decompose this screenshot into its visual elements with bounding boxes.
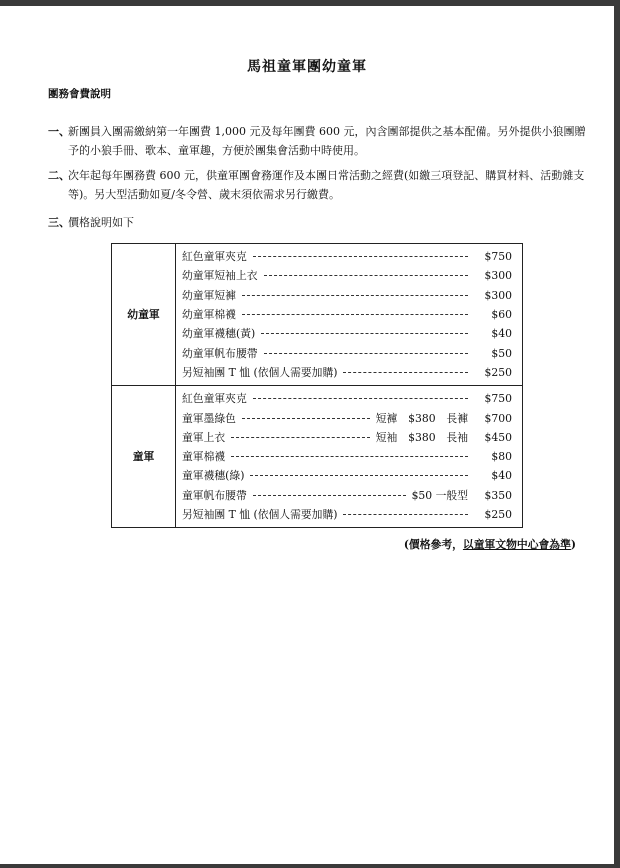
leader-dashes	[343, 372, 468, 373]
item-price: $350	[484, 488, 512, 502]
leader-dashes	[253, 495, 406, 496]
group-label: 童軍	[112, 386, 176, 528]
price-footnote	[404, 537, 576, 552]
item-price: $750	[484, 392, 512, 406]
leader-dashes	[264, 275, 468, 276]
item-price: $300	[484, 269, 512, 283]
leader-dashes	[242, 418, 370, 419]
page-title: 馬祖童軍團幼童軍	[247, 59, 367, 75]
paragraph-1	[48, 122, 593, 160]
item-price: $60	[491, 308, 512, 322]
paragraph-number: 一、	[48, 125, 70, 138]
leader-dashes	[242, 295, 468, 296]
item-price: $750	[484, 250, 512, 264]
item-name: 幼童軍棉襪	[182, 308, 236, 322]
footnote-suffix: )	[570, 538, 576, 551]
item-name: 童軍墨綠色	[182, 411, 236, 425]
price-row	[182, 266, 512, 285]
paragraph-text: 次年起每年團務費 600 元，供童軍團會務運作及本團日常活動之經費(如繳三項登記、購買材料、活動雜支等)。另大型活動如夏/冬令營、歲末須依需求另行繳費。	[68, 169, 585, 201]
leader-dashes	[242, 314, 468, 315]
item-name: 紅色童軍夾克	[182, 392, 247, 406]
price-row	[182, 408, 512, 427]
scout-item-list	[176, 386, 523, 528]
leader-dashes	[343, 514, 468, 515]
item-price: $80	[491, 450, 512, 464]
price-row	[182, 389, 512, 408]
item-name: 幼童軍短袖上衣	[182, 269, 258, 283]
item-name: 童軍襪穗(綠)	[182, 469, 245, 483]
paragraph-text: 新團員入團需繳納第一年團費 1,000 元及每年團費 600 元，內含團部提供之基本配備。另外提供小狼團贈予的小狼手冊、歌本、童軍趣，方便於團集會活動中時使用。	[68, 125, 586, 157]
item-price: $40	[491, 327, 512, 341]
leader-dashes	[250, 475, 468, 476]
price-row	[182, 466, 512, 485]
item-option-text: $50 一般型	[411, 488, 468, 502]
leader-dashes	[264, 353, 468, 354]
paragraph-3	[48, 213, 593, 232]
price-row	[182, 505, 512, 524]
leader-dashes	[231, 456, 468, 457]
item-price: $700	[484, 411, 512, 425]
price-row	[182, 343, 512, 362]
item-option-text: 短褲 $380 長褲	[375, 411, 468, 425]
item-option-text: 短袖 $380 長袖	[375, 430, 468, 444]
paragraph-text: 價格說明如下	[68, 216, 134, 229]
item-price: $450	[484, 430, 512, 444]
price-row	[182, 486, 512, 505]
scout-group-row	[112, 386, 523, 528]
footnote-underlined: 以童軍文物中心會為準	[462, 538, 571, 551]
group-label: 幼童軍	[112, 244, 176, 386]
item-price: $40	[491, 469, 512, 483]
leader-dashes	[231, 437, 370, 438]
leader-dashes	[261, 333, 468, 334]
item-name: 幼童軍帆布腰帶	[182, 346, 258, 360]
paragraph-2	[48, 166, 593, 204]
paragraph-number: 二、	[48, 169, 70, 182]
item-price: $250	[484, 365, 512, 379]
item-name: 另短袖團 T 恤 (依個人需要加購)	[182, 365, 338, 379]
item-price: $250	[484, 508, 512, 521]
item-price: $300	[484, 288, 512, 302]
price-row	[182, 324, 512, 343]
item-name: 幼童軍襪穗(黃)	[182, 327, 256, 341]
paragraph-number: 三、	[48, 216, 70, 229]
price-row	[182, 305, 512, 324]
cub-group-row	[112, 244, 523, 386]
item-name: 童軍上衣	[182, 430, 226, 444]
price-row	[182, 247, 512, 266]
price-table	[111, 243, 523, 528]
item-name: 童軍帆布腰帶	[182, 488, 247, 502]
section-heading: 團務會費說明	[48, 88, 111, 100]
cub-item-list	[176, 244, 523, 386]
leader-dashes	[253, 256, 468, 257]
item-name: 紅色童軍夾克	[182, 250, 247, 264]
footnote-prefix: (價格參考，	[403, 538, 463, 551]
item-name: 幼童軍短褲	[182, 288, 236, 302]
item-name: 童軍棉襪	[182, 450, 226, 464]
price-row	[182, 428, 512, 447]
item-price: $50	[491, 346, 512, 360]
price-row	[182, 286, 512, 305]
price-row	[182, 447, 512, 466]
leader-dashes	[253, 398, 468, 399]
price-row	[182, 363, 512, 382]
item-name: 另短袖團 T 恤 (依個人需要加購)	[182, 508, 338, 521]
document-page	[0, 6, 614, 864]
